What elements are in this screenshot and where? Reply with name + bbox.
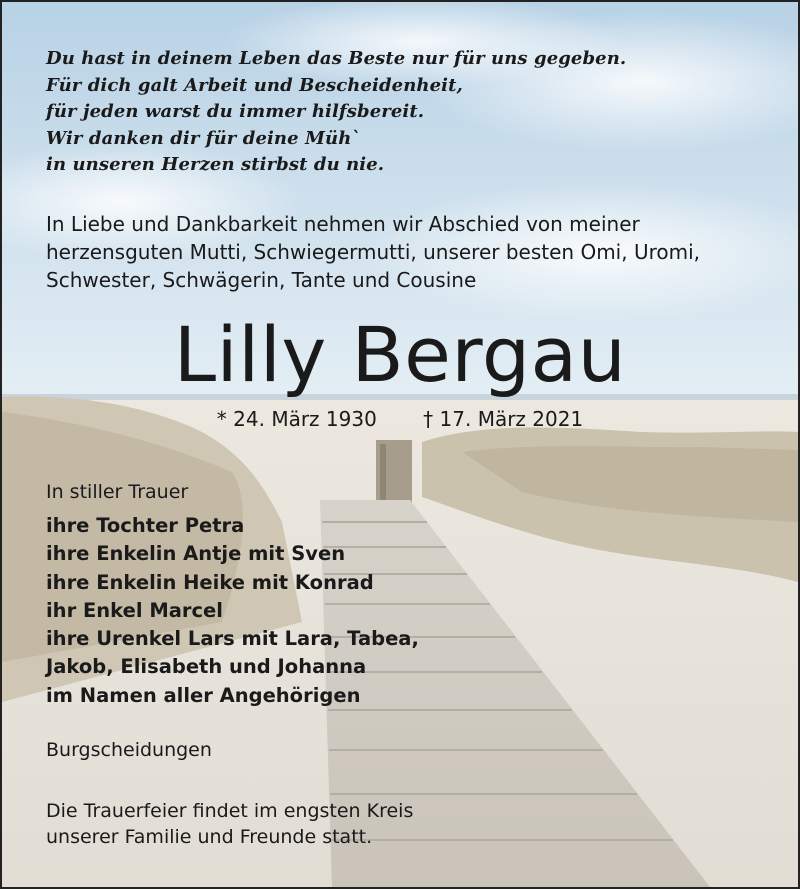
birth-date: * 24. März 1930 <box>216 407 377 431</box>
mourner-entry: im Namen aller Angehörigen <box>46 683 361 707</box>
place-name: Burgscheidungen <box>46 739 212 761</box>
service-line: Die Trauerfeier findet im engsten Kreis <box>46 800 414 822</box>
funeral-service-note <box>46 798 413 850</box>
mourning-heading: In stiller Trauer <box>46 481 189 503</box>
mourner-entry: Jakob, Elisabeth und Johanna <box>46 655 367 679</box>
mourner-entry: ihr Enkel Marcel <box>46 598 223 622</box>
notice-text <box>2 2 798 887</box>
life-dates <box>2 406 798 432</box>
intro-line: In Liebe und Dankbarkeit nehmen wir Abschied von meiner <box>46 212 640 236</box>
intro-line: herzensguten Mutti, Schwiegermutti, unserer besten Omi, Uromi, <box>46 240 701 264</box>
service-line: unserer Familie und Freunde statt. <box>46 826 373 848</box>
poem-line: für jeden warst du immer hilfsbereit. <box>46 101 425 122</box>
poem-line: Du hast in deinem Leben das Beste nur für uns gegeben. <box>46 48 627 69</box>
mourner-entry: ihre Urenkel Lars mit Lara, Tabea, <box>46 627 419 651</box>
farewell-intro <box>46 210 700 294</box>
poem-line: Für dich galt Arbeit und Bescheidenheit, <box>46 74 463 96</box>
intro-line: Schwester, Schwägerin, Tante und Cousine <box>46 268 477 292</box>
poem-line: Wir danken dir für deine Müh` <box>46 127 361 149</box>
mourner-entry: ihre Tochter Petra <box>46 514 245 537</box>
mourners-list <box>46 512 419 710</box>
memorial-poem <box>46 46 626 179</box>
deceased-name: Lilly Bergau <box>173 310 627 399</box>
poem-line: in unseren Herzen stirbst du nie. <box>46 154 385 175</box>
mourner-entry: ihre Enkelin Heike mit Konrad <box>46 570 374 594</box>
death-date: † 17. März 2021 <box>423 407 584 431</box>
mourner-entry: ihre Enkelin Antje mit Sven <box>46 542 346 566</box>
